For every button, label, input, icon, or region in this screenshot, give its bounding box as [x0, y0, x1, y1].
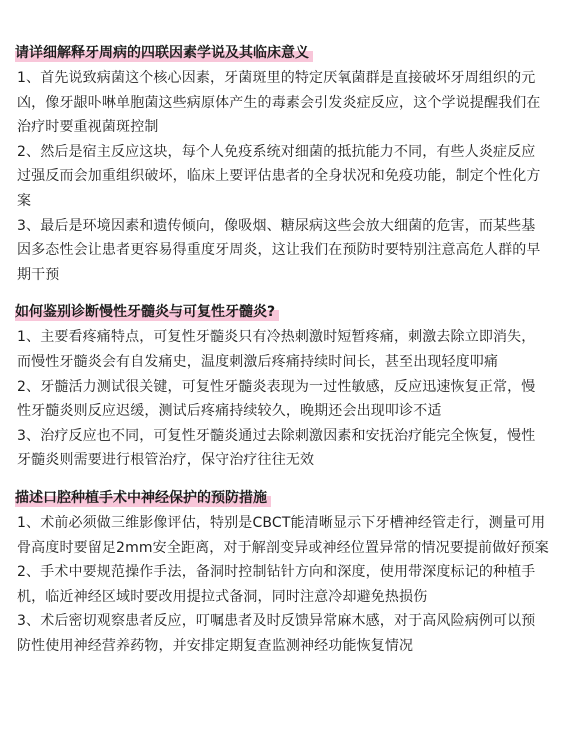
paragraph: 3、术后密切观察患者反应，叮嘱患者及时反馈异常麻木感，对于高风险病例可以预防性使用神经营养药物，并安排定期复查监测神经功能恢复情况: [17, 613, 536, 654]
paragraph: 2、然后是宿主反应这块，每个人免疫系统对细菌的抵抗能力不同，有些人炎症反应过强反而会加重组织破坏，临床上要评估患者的全身状况和免疫功能，制定个性化方案: [17, 143, 541, 209]
paragraph: 2、牙髓活力测试很关键，可复性牙髓炎表现为一过性敏感，反应迅速恢复正常，慢性牙髓炎则反应迟缓，测试后疼痛持续较久，晚期还会出现叩诊不适: [17, 378, 536, 420]
section-heading: 请详细解释牙周病的四联因素学说及其临床意义: [15, 42, 313, 64]
section-heading: 描述口腔种植手术中神经保护的预防措施: [15, 487, 271, 509]
paragraph: 1、术前必须做三维影像评估，特别是CBCT能清晰显示下牙槽神经管走行，测量可用骨高度时要留足2mm安全距离，对于解剖变异或神经位置异常的情况要提前做好预案: [17, 514, 549, 556]
paragraph: 2、手术中要规范操作手法，备洞时控制钻针方向和深度，使用带深度标记的种植手机，临近神经区域时要改用提拉式备洞，同时注意冷却避免热损伤: [17, 564, 536, 605]
paragraph: 3、最后是环境因素和遗传倾向，像吸烟、糖尿病这些会放大细菌的危害，而某些基因多态性会让患者更容易得重度牙周炎，这让我们在预防时要特别注意高危人群的早期干预: [17, 217, 541, 283]
section-implant-nerve-protection: [17, 487, 549, 659]
section-pulpitis-diagnosis: [17, 301, 549, 473]
paragraph: 1、首先说致病菌这个核心因素，牙菌斑里的特定厌氧菌群是直接破坏牙周组织的元凶，像牙龈卟啉单胞菌这些病原体产生的毒素会引发炎症反应，这个学说提醒我们在治疗时要重视菌斑控制: [17, 70, 541, 136]
section-heading: 如何鉴别诊断慢性牙髓炎与可复性牙髓炎?: [15, 301, 279, 323]
section-periodontal-theory: [17, 42, 549, 287]
paragraph: 1、主要看疼痛特点，可复性牙髓炎只有冷热刺激时短暂疼痛，刺激去除立即消失，而慢性牙髓炎会有自发痛史，温度刺激后疼痛持续时间长，甚至出现轻度叩痛: [17, 329, 536, 370]
paragraph: 3、治疗反应也不同，可复性牙髓炎通过去除刺激因素和安抚治疗能完全恢复，慢性牙髓炎则需要进行根管治疗，保守治疗往往无效: [17, 427, 536, 469]
